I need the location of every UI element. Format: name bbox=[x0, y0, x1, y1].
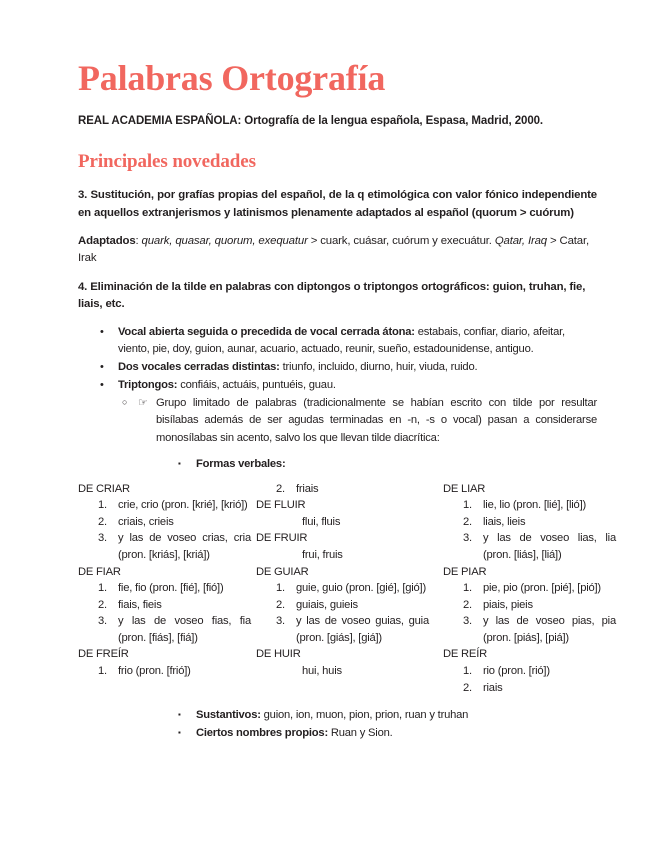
bullet-label: Triptongos bbox=[118, 378, 174, 391]
rule-3-text: Sustitución, por grafías propias del español, de la q etimológica con valor fónico independiente en aquellos extranjerismos y latinismos plenamente adaptados al español (quorum > cuórum) bbox=[78, 189, 597, 219]
item-text: frui, fruis bbox=[302, 548, 343, 561]
list-item bbox=[443, 663, 616, 680]
item-number: 1. bbox=[463, 499, 472, 512]
pointing-hand-icon: ☞ bbox=[138, 397, 148, 410]
bullet-label: Dos vocales cerradas distintas bbox=[118, 360, 277, 373]
verb-entry bbox=[256, 481, 429, 498]
item-text: y las de voseo crias, cria (pron. [kriás], [kriá]) bbox=[118, 532, 251, 561]
verb-heading: DE GUIAR bbox=[256, 565, 309, 578]
rule-4-number: 4. bbox=[78, 280, 88, 293]
list-item bbox=[443, 613, 616, 646]
item-text: guiais, guieis bbox=[296, 598, 358, 611]
verb-entry bbox=[256, 497, 429, 530]
document-byline bbox=[78, 114, 597, 130]
list-item bbox=[78, 530, 251, 563]
item-text: y las de voseo lias, lia (pron. [liás], [liá]) bbox=[483, 532, 616, 561]
verb-entry bbox=[78, 646, 251, 679]
verb-entry bbox=[256, 530, 429, 563]
item-number: 2. bbox=[463, 598, 472, 611]
item-number: 3. bbox=[463, 532, 472, 545]
list-item bbox=[443, 580, 616, 597]
list-item bbox=[256, 481, 429, 498]
bullet-body: triunfo, incluido, diurno, huir, viuda, ruido. bbox=[282, 360, 478, 373]
list-item bbox=[256, 597, 429, 614]
bottom-bullet-label: Sustantivos bbox=[196, 709, 258, 722]
list-item bbox=[443, 680, 616, 697]
rule-3-paragraph bbox=[78, 187, 597, 222]
verb-heading: DE CRIAR bbox=[78, 482, 130, 495]
verb-entry bbox=[443, 564, 616, 647]
item-text: pie, pio (pron. [pié], [pió]) bbox=[483, 582, 601, 595]
adaptados-plain-result-2: > Catar, Irak bbox=[78, 234, 590, 265]
adaptados-plain-result: > cuark, cuásar, cuórum y execuátur. bbox=[307, 234, 495, 247]
item-text: fiais, fieis bbox=[118, 598, 162, 611]
bottom-bullet-separator: : bbox=[324, 727, 331, 740]
item-number: 2. bbox=[276, 482, 285, 495]
verb-form-list bbox=[256, 514, 429, 531]
verb-columns-container bbox=[78, 481, 616, 697]
bullet-body: estabais, confiar, diario, afeitar, viento, pie, doy, guion, aunar, acuario, actuado, reunir, sueño, estadounidense, antiguo. bbox=[118, 326, 565, 356]
verb-form-list bbox=[78, 497, 251, 563]
list-item bbox=[256, 613, 429, 646]
item-text: frio (pron. [frió]) bbox=[118, 665, 191, 678]
adaptados-colon: : bbox=[135, 234, 142, 247]
formas-verbales-label: Formas verbales bbox=[196, 457, 282, 470]
item-text: lie, lio (pron. [lié], [lió]) bbox=[483, 499, 587, 512]
item-text: liais, lieis bbox=[483, 515, 526, 528]
item-text: y las de voseo guias, guia (pron. [giás], [giá]) bbox=[296, 615, 429, 644]
bullet-square-icon: ▪ bbox=[178, 710, 181, 720]
verb-form-list bbox=[443, 497, 616, 563]
rule-3-number: 3. bbox=[78, 189, 88, 202]
bullet-body: confiáis, actuáis, puntuéis, guau. bbox=[180, 378, 336, 391]
list-item bbox=[78, 359, 597, 376]
item-number: 2. bbox=[276, 598, 285, 611]
verb-column-2 bbox=[256, 481, 429, 680]
list-item bbox=[443, 514, 616, 531]
verb-form-list bbox=[256, 663, 429, 680]
item-text: piais, pieis bbox=[483, 598, 533, 611]
list-item bbox=[78, 663, 251, 680]
list-item bbox=[256, 547, 429, 564]
verb-entry bbox=[256, 646, 429, 679]
verb-form-list bbox=[78, 663, 251, 680]
bullet-separator: : bbox=[411, 326, 418, 339]
rule-4-subnote-list bbox=[78, 395, 597, 446]
list-item bbox=[78, 613, 251, 646]
bullet-disc-icon: • bbox=[100, 326, 104, 339]
list-item bbox=[256, 663, 429, 680]
list-item bbox=[78, 455, 597, 473]
verb-entry bbox=[78, 481, 251, 564]
byline-reference: Ortografía de la lengua española, Espasa, Madrid, 2000. bbox=[241, 114, 543, 127]
item-number: 1. bbox=[98, 665, 107, 678]
item-number: 1. bbox=[463, 582, 472, 595]
bullet-separator: : bbox=[276, 360, 283, 373]
bullet-disc-icon: • bbox=[100, 360, 104, 373]
item-text: rio (pron. [rió]) bbox=[483, 665, 550, 678]
verb-form-list bbox=[443, 580, 616, 646]
item-number: 3. bbox=[98, 532, 107, 545]
list-item bbox=[78, 497, 251, 514]
list-item bbox=[256, 580, 429, 597]
bottom-bullet-body: guion, ion, muon, pion, prion, ruan y truhan bbox=[263, 709, 469, 722]
bullet-square-icon: ▪ bbox=[178, 458, 181, 468]
item-number: 2. bbox=[463, 681, 472, 694]
list-item bbox=[78, 324, 597, 358]
verb-entry bbox=[256, 564, 429, 647]
bullet-disc-icon: • bbox=[100, 378, 104, 391]
item-number: 1. bbox=[98, 499, 107, 512]
item-number: 1. bbox=[98, 582, 107, 595]
adaptados-italic-source: quark, quasar, quorum, exequatur bbox=[141, 234, 308, 247]
list-item bbox=[443, 497, 616, 514]
rule-4-text: Eliminación de la tilde en palabras con diptongos o triptongos ortográficos: guion, truhan, fie, liais, etc. bbox=[78, 280, 586, 310]
bottom-bullet-label: Ciertos nombres propios bbox=[196, 727, 325, 740]
bottom-bullet-separator: : bbox=[257, 709, 264, 722]
item-number: 2. bbox=[463, 515, 472, 528]
bullet-square-icon: ▪ bbox=[178, 728, 181, 738]
verb-form-list bbox=[78, 580, 251, 646]
bullet-separator: : bbox=[173, 378, 181, 391]
verb-form-list bbox=[256, 547, 429, 564]
verb-form-list bbox=[256, 580, 429, 646]
section-heading: Principales novedades bbox=[78, 151, 256, 173]
item-text: riais bbox=[483, 681, 503, 694]
verb-form-list bbox=[256, 481, 429, 498]
item-number: 2. bbox=[98, 598, 107, 611]
item-text: flui, fluis bbox=[302, 515, 341, 528]
byline-source: REAL ACADEMIA ESPAÑOLA: bbox=[78, 114, 242, 127]
item-text: y las de voseo fias, fia (pron. [fiás], [fiá]) bbox=[118, 615, 251, 644]
list-item bbox=[78, 395, 597, 446]
bottom-bullet-list bbox=[78, 706, 597, 742]
item-number: 3. bbox=[463, 615, 472, 628]
item-text: fie, fio (pron. [fié], [fió]) bbox=[118, 582, 224, 595]
rule-4-paragraph bbox=[78, 279, 597, 314]
item-number: 1. bbox=[463, 665, 472, 678]
item-number: 1. bbox=[276, 582, 285, 595]
verb-heading: DE LIAR bbox=[443, 482, 486, 495]
item-text: friais bbox=[296, 482, 319, 495]
list-item bbox=[78, 724, 597, 742]
formas-verbales-colon: : bbox=[281, 457, 286, 470]
list-item bbox=[78, 597, 251, 614]
list-item bbox=[443, 530, 616, 563]
verb-column-3 bbox=[443, 481, 616, 697]
rule-4-bullet-list bbox=[78, 324, 597, 393]
verb-heading: DE FRUIR bbox=[256, 532, 308, 545]
list-item bbox=[443, 597, 616, 614]
adaptados-paragraph bbox=[78, 233, 597, 268]
verb-entry bbox=[78, 564, 251, 647]
formas-verbales-list bbox=[78, 455, 597, 473]
subnote-text: Grupo limitado de palabras (tradicionalmente se habían escrito con tilde por resultar bisílabas además de ser agudas terminadas en -n, -s o vocal) pasan a considerarse monosílabas sin acento, salvo los que llevan tilde diacrítica: bbox=[156, 397, 597, 444]
verb-heading: DE HUIR bbox=[256, 648, 301, 661]
verb-heading: DE PIAR bbox=[443, 565, 487, 578]
adaptados-label: Adaptados bbox=[78, 234, 136, 247]
bottom-bullet-body: Ruan y Sion. bbox=[330, 727, 393, 740]
verb-heading: DE FLUIR bbox=[256, 499, 306, 512]
verb-form-list bbox=[443, 663, 616, 696]
verb-entry bbox=[443, 646, 616, 696]
verb-entry bbox=[443, 481, 616, 564]
bullet-label: Vocal abierta seguida o precedida de vocal cerrada átona bbox=[118, 326, 412, 339]
verb-heading: DE REÍR bbox=[443, 648, 487, 661]
item-text: crie, crio (pron. [krié], [krió]) bbox=[118, 499, 248, 512]
item-number: 3. bbox=[276, 615, 285, 628]
list-item bbox=[256, 514, 429, 531]
list-item bbox=[78, 580, 251, 597]
verb-heading: DE FIAR bbox=[78, 565, 121, 578]
verb-column-1 bbox=[78, 481, 251, 680]
adaptados-italic-source-2: Qatar, Iraq bbox=[494, 234, 547, 247]
bullet-circle-icon: ○ bbox=[122, 397, 128, 408]
list-item bbox=[78, 377, 597, 394]
item-text: criais, crieis bbox=[118, 515, 174, 528]
item-text: hui, huis bbox=[302, 665, 342, 678]
page-title: Palabras Ortografía bbox=[78, 58, 386, 98]
verb-heading: DE FREÍR bbox=[78, 648, 129, 661]
item-text: y las de voseo pias, pia (pron. [piás], [piá]) bbox=[483, 615, 616, 644]
item-text: guie, guio (pron. [gié], [gió]) bbox=[296, 582, 426, 595]
item-number: 2. bbox=[98, 515, 107, 528]
item-number: 3. bbox=[98, 615, 107, 628]
list-item bbox=[78, 706, 597, 724]
list-item bbox=[78, 514, 251, 531]
